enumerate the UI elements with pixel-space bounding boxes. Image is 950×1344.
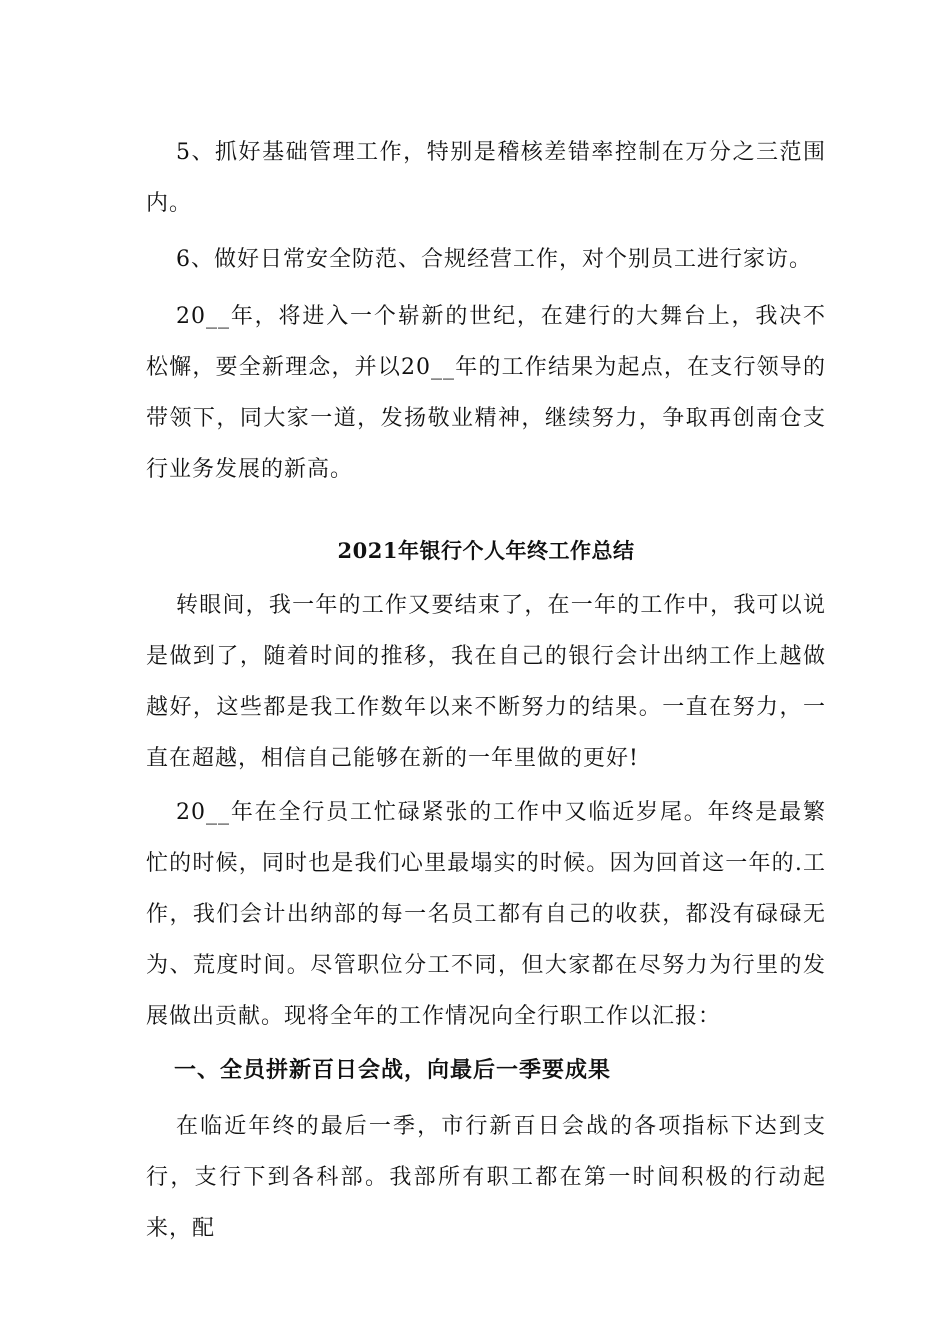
paragraph-last: 在临近年终的最后一季，市行新百日会战的各项指标下达到支行，支行下到各科部。我部所有职工都在第一时间积极的行动起来，配 <box>146 1114 826 1241</box>
paragraph-intro: 转眼间，我一年的工作又要结束了，在一年的工作中，我可以说是做到了，随着时间的推移，我在自己的银行会计出纳工作上越做越好，这些都是我工作数年以来不断努力的结果。一直在努力，一直在超越，相信自己能够在新的一年里做的更好! <box>146 593 826 771</box>
paragraph-item-5: 5、抓好基础管理工作，特别是稽核差错率控制在万分之三范围内。 <box>146 140 826 216</box>
paragraph-item-6: 6、做好日常安全防范、合规经营工作，对个别员工进行家访。 <box>176 247 812 272</box>
heading-section-1: 一、全员拼新百日会战，向最后一季要成果 <box>174 1057 612 1083</box>
paragraph-review: 20__年在全行员工忙碌紧张的工作中又临近岁尾。年终是最繁忙的时候，同时也是我们心里最塌实的时候。因为回首这一年的.工作，我们会计出纳部的每一名员工都有自己的收获，都没有碌碌无为、荒度时间。尽管职位分工不同，但大家都在尽努力为行里的发展做出贡献。现将全年的工作情况向全行职工作以汇报： <box>146 800 826 1029</box>
section-title: 2021年银行个人年终工作总结 <box>337 538 635 563</box>
paragraph-outlook: 20__年，将进入一个崭新的世纪，在建行的大舞台上，我决不松懈，要全新理念，并以20__年的工作结果为起点，在支行领导的带领下，同大家一道，发扬敬业精神，继续努力，争取再创南仓支行业务发展的新高。 <box>146 304 826 482</box>
